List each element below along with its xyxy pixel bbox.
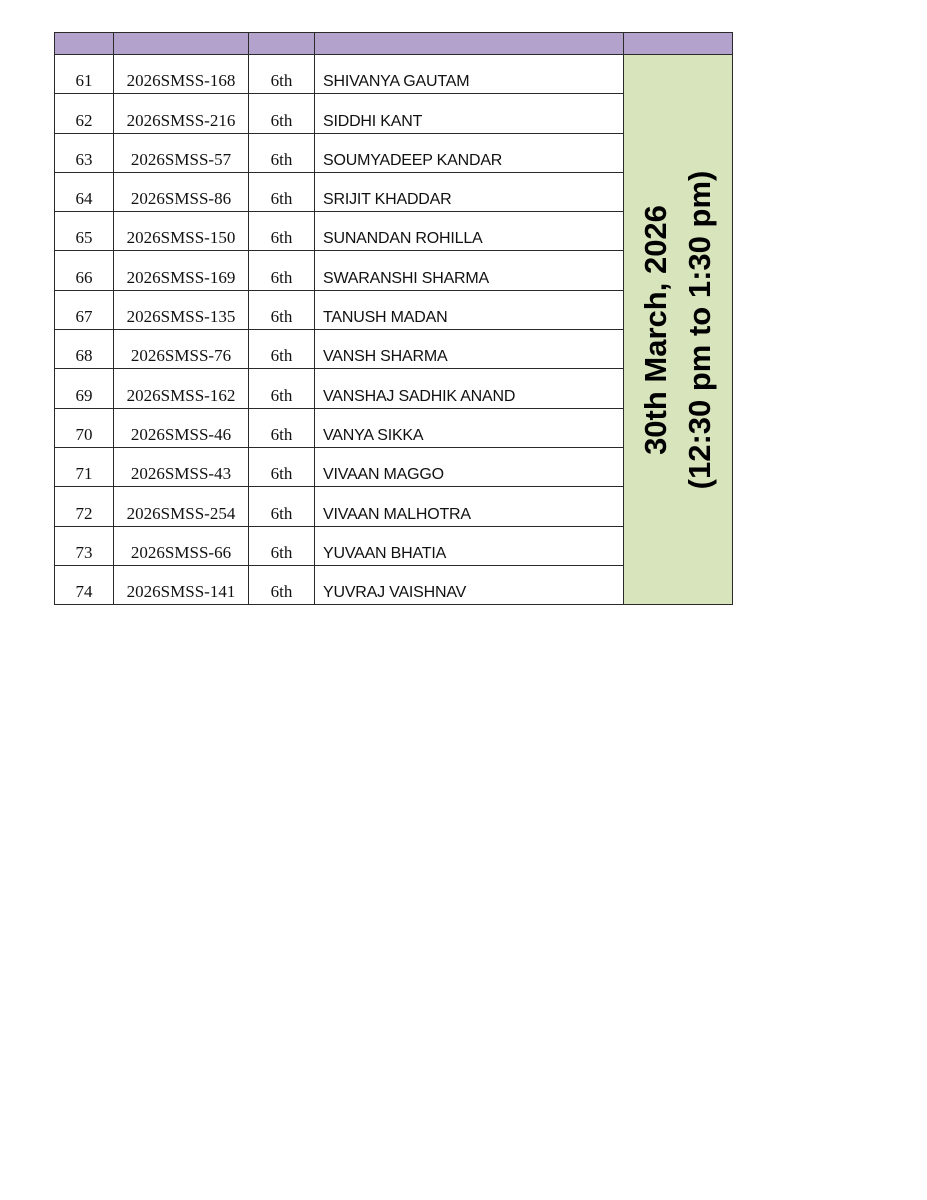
registration-id-cell: 2026SMSS-254 <box>114 487 249 526</box>
student-name-cell: SOUMYADEEP KANDAR <box>315 133 624 172</box>
registration-id-cell: 2026SMSS-76 <box>114 330 249 369</box>
exam-time-text: (12:30 pm to 1:30 pm) <box>682 170 717 489</box>
student-name-cell: SIDDHI KANT <box>315 94 624 133</box>
student-name-cell: SWARANSHI SHARMA <box>315 251 624 290</box>
registration-id-cell: 2026SMSS-216 <box>114 94 249 133</box>
registration-id-cell: 2026SMSS-46 <box>114 408 249 447</box>
exam-date-label <box>634 170 722 489</box>
schedule-table <box>54 32 733 605</box>
header-cell-class <box>249 33 315 55</box>
class-cell: 6th <box>249 369 315 408</box>
registration-id-cell: 2026SMSS-86 <box>114 172 249 211</box>
student-name-cell: TANUSH MADAN <box>315 290 624 329</box>
table-row <box>55 55 733 94</box>
class-cell: 6th <box>249 133 315 172</box>
class-cell: 6th <box>249 251 315 290</box>
serial-number-cell: 69 <box>55 369 114 408</box>
serial-number-cell: 67 <box>55 290 114 329</box>
serial-number-cell: 74 <box>55 565 114 604</box>
registration-id-cell: 2026SMSS-168 <box>114 55 249 94</box>
class-cell: 6th <box>249 330 315 369</box>
serial-number-cell: 71 <box>55 447 114 486</box>
registration-id-cell: 2026SMSS-57 <box>114 133 249 172</box>
class-cell: 6th <box>249 172 315 211</box>
serial-number-cell: 64 <box>55 172 114 211</box>
registration-id-cell: 2026SMSS-135 <box>114 290 249 329</box>
registration-id-cell: 2026SMSS-162 <box>114 369 249 408</box>
student-name-cell: VIVAAN MAGGO <box>315 447 624 486</box>
class-cell: 6th <box>249 565 315 604</box>
student-name-cell: VANSH SHARMA <box>315 330 624 369</box>
class-cell: 6th <box>249 526 315 565</box>
class-cell: 6th <box>249 487 315 526</box>
student-name-cell: SHIVANYA GAUTAM <box>315 55 624 94</box>
class-cell: 6th <box>249 212 315 251</box>
class-cell: 6th <box>249 447 315 486</box>
registration-id-cell: 2026SMSS-43 <box>114 447 249 486</box>
serial-number-cell: 62 <box>55 94 114 133</box>
exam-date-text: 30th March, 2026 <box>638 204 673 455</box>
student-name-cell: YUVRAJ VAISHNAV <box>315 565 624 604</box>
class-cell: 6th <box>249 55 315 94</box>
header-cell-id <box>114 33 249 55</box>
serial-number-cell: 70 <box>55 408 114 447</box>
header-cell-name <box>315 33 624 55</box>
header-cell-sno <box>55 33 114 55</box>
student-name-cell: SUNANDAN ROHILLA <box>315 212 624 251</box>
class-cell: 6th <box>249 94 315 133</box>
serial-number-cell: 72 <box>55 487 114 526</box>
serial-number-cell: 61 <box>55 55 114 94</box>
header-cell-date <box>624 33 733 55</box>
class-cell: 6th <box>249 290 315 329</box>
student-name-cell: SRIJIT KHADDAR <box>315 172 624 211</box>
serial-number-cell: 66 <box>55 251 114 290</box>
student-name-cell: VANYA SIKKA <box>315 408 624 447</box>
registration-id-cell: 2026SMSS-169 <box>114 251 249 290</box>
registration-id-cell: 2026SMSS-141 <box>114 565 249 604</box>
registration-id-cell: 2026SMSS-150 <box>114 212 249 251</box>
exam-date-cell <box>624 55 733 605</box>
student-name-cell: VIVAAN MALHOTRA <box>315 487 624 526</box>
serial-number-cell: 73 <box>55 526 114 565</box>
student-name-cell: VANSHAJ SADHIK ANAND <box>315 369 624 408</box>
serial-number-cell: 68 <box>55 330 114 369</box>
serial-number-cell: 63 <box>55 133 114 172</box>
student-name-cell: YUVAAN BHATIA <box>315 526 624 565</box>
registration-id-cell: 2026SMSS-66 <box>114 526 249 565</box>
serial-number-cell: 65 <box>55 212 114 251</box>
class-cell: 6th <box>249 408 315 447</box>
table-header-row <box>55 33 733 55</box>
